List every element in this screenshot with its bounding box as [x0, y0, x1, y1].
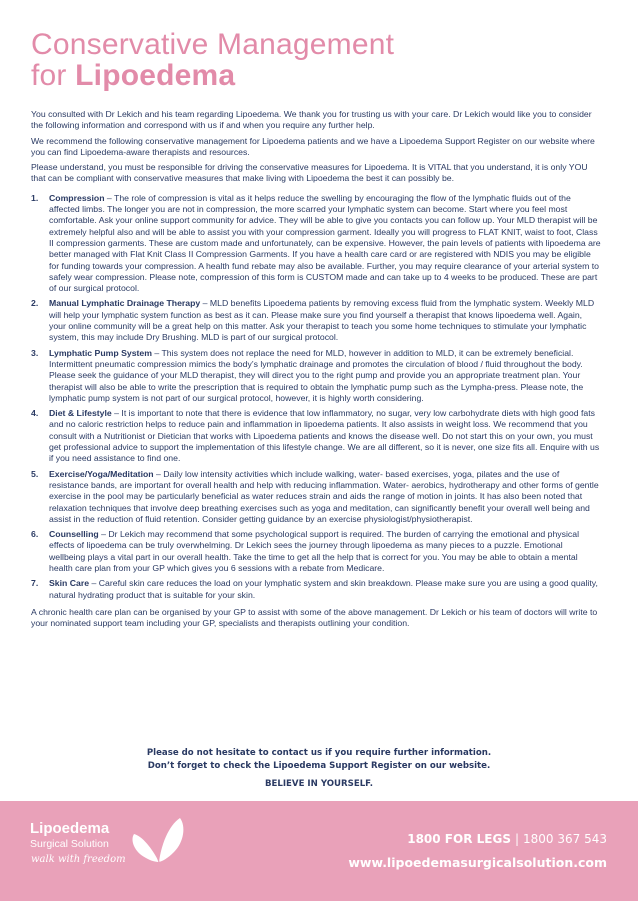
measure-item — [31, 408, 601, 464]
measure-heading: Compression — [49, 192, 105, 203]
cta-line-1: Please do not hesitate to contact us if you require further information. — [146, 748, 492, 758]
measure-text: – Dr Lekich may recommend that some psychological support is required. The burden of carrying the emotional and physical effects of lipoedema can be truly overwhelming. Dr Lekich sees the journey through lipoedema as many pieces to a puzzle. Emotional wellbeing plays a vital part in our overall health. Take the time to get all the help that is correct for you. You may be able to obtain a mental health care plan from your GP which gives you 6 sessions with a rebate from Medicare. — [49, 529, 580, 573]
logo-subtitle: Surgical Solution — [30, 838, 109, 850]
page-title — [31, 29, 394, 91]
phone-word[interactable]: 1800 FOR LEGS — [407, 832, 511, 846]
measure-heading: Counselling — [49, 529, 99, 540]
measure-item — [31, 348, 601, 404]
measure-text: – Daily low intensity activities which include walking, water- based exercises, yoga, pilates and the use of resistance bands, are important for overall health and help with reducing inflammation. Water- aerobics, hydrotherapy and other forms of gentle exercise in the pool may be particularly beneficial as water reduces strain and aids the range of motion in joints. It has also been noted that relaxation techniques that involve deep breathing exercises such as yoga and meditation, can significantly benefit your overall well being and assist in the reduction of fluid retention. Consider getting guidance by an exercise physiologist/physiotherapist. — [49, 468, 599, 524]
measure-text: – This system does not replace the need for MLD, however in addition to MLD, it can be extremely beneficial. Intermittent pneumatic compression mimics the body’s lymphatic drainage and promotes the circulation of blood / fluid throughout the body. Please seek the guidance of your MLD therapist, they will direct you to the right pump and provide you an appropriate treatment plan. Your therapist will also be able to write the prescription that is required to obtain the lymphatic pump such as the Lympha-press. Please note, the lymphatic pump system is not part of our surgical protocol, however, it is highly worth considering. — [49, 347, 584, 403]
measure-text: – Careful skin care reduces the load on your lymphatic system and skin breakdown. Please make sure you are using a good quality, natural hydrating product that is suitable for your skin. — [49, 578, 598, 600]
title-line-1: Conservative Management — [31, 28, 395, 61]
logo-tagline: walk with freedom — [31, 854, 126, 865]
website-link[interactable]: www.lipoedemasurgicalsolution.com — [348, 855, 607, 870]
title-line-2-prefix: for — [31, 59, 76, 92]
measure-number: 6. — [31, 529, 39, 540]
measure-heading: Diet & Lifestyle — [49, 408, 112, 419]
measure-number: 1. — [31, 192, 39, 203]
measure-item — [31, 469, 601, 525]
phone-separator: | — [514, 832, 520, 846]
measure-number: 2. — [31, 298, 39, 309]
cta-line-2: Don’t forget to check the Lipoedema Support Register on our website. — [147, 761, 491, 771]
footer-band — [0, 801, 638, 901]
phone-number[interactable]: 1800 367 543 — [523, 832, 607, 846]
measure-item — [31, 578, 601, 601]
measure-heading: Manual Lymphatic Drainage Therapy — [49, 298, 201, 309]
intro-paragraph-1: You consulted with Dr Lekich and his team regarding Lipoedema. We thank you for trusting us with your care. Dr Lekich would like you to consider the following information and correspond with us if and when you require any further help. — [31, 109, 592, 131]
cta-line-3: BELIEVE IN YOURSELF. — [264, 779, 374, 789]
measure-heading: Skin Care — [49, 578, 90, 589]
measure-item — [31, 529, 601, 574]
measure-number: 7. — [31, 578, 39, 589]
measure-text: – The role of compression is vital as it helps reduce the swelling by encouraging the flow of the lymphatic fluids out of the affected limbs. The longer you are not in compression, the more scarred your lymphatic system can become. Start where you feel most comfortable. Ask your online support community for advice. They will be able to give you contacts you can follow up. Your MLD therapist will be extremely helpful also and will be able to assist you with your compression garment. Ideally you will progress to FLAT KNIT, waist to foot, Class II compression garments. These are custom made and unfortunately, can be expensive. However, the pain levels of patients with lipoedema are better managed with Flat Knit Class II Compression Garments. If you have a health care card or are registered with NDIS you may be eligible for funding towards your compression. A health fund rebate may also be available. Further, you may require clearance of your arterial system to safely wear compression. Please note, compression of this form is CUSTOM made and can take up to 4 weeks to be produced. These are part of our surgical protocol. — [49, 192, 601, 294]
measure-number: 3. — [31, 347, 39, 358]
logo-title: Lipoedema — [30, 820, 110, 837]
measure-heading: Lymphatic Pump System — [49, 347, 152, 358]
measures-list — [31, 193, 601, 601]
intro-paragraph-2: We recommend the following conservative management for Lipoedema patients and we have a Lipoedema Support Register on our website where you can find Lipoedema-aware therapists and resources. — [31, 135, 595, 157]
measure-text: – MLD benefits Lipoedema patients by removing excess fluid from the lymphatic system. Weekly MLD will help your lymphatic system function as best as it can. Please make sure you find yourself a therapist that knows lipoedema well. Again, your online community will be a great help on this matter. Ask your therapist to teach you some home techniques to stimulate your lymphatic system, this may include Dry Brushing. MLD is part of our surgical protocol. — [49, 298, 595, 343]
measure-item — [31, 193, 601, 295]
title-brand: Lipoedema — [75, 59, 236, 92]
measure-number: 4. — [31, 408, 39, 419]
intro-paragraph-3: Please understand, you must be responsible for driving the conservative measures for Lipoedema. It is VITAL that you understand, it is only YOU that can be compliant with conservative measures that make living with Lipoedema the best it can possibly be. — [31, 162, 588, 184]
measure-item — [31, 298, 601, 343]
closing-paragraph: A chronic health care plan can be organised by your GP to assist with some of the above management. Dr Lekich or his team of doctors will write to your nominated support team including your GP, specialists and therapists outlining your condition. — [31, 606, 598, 629]
phone-line — [407, 832, 607, 846]
measure-number: 5. — [31, 468, 39, 479]
measure-heading: Exercise/Yoga/Meditation — [49, 468, 154, 479]
measure-text: – It is important to note that there is evidence that low inflammatory, no sugar, very low carbohydrate diets with high good fats and no caloric restriction helps to reduce pain and inflammation in lipoedema patients. It also assists in weight loss. We recommend that you consult with a Nutritionist or Dietician that works with Lipoedema patients and knows the disease well. Do not start this on your own, you must get professional advice to support the implementation of this lifestyle change. We are all different, so it is never, one size fits all. Enquire with us if you need assistance to find one. — [49, 408, 600, 464]
document-body — [31, 109, 601, 633]
butterfly-icon — [128, 812, 188, 868]
